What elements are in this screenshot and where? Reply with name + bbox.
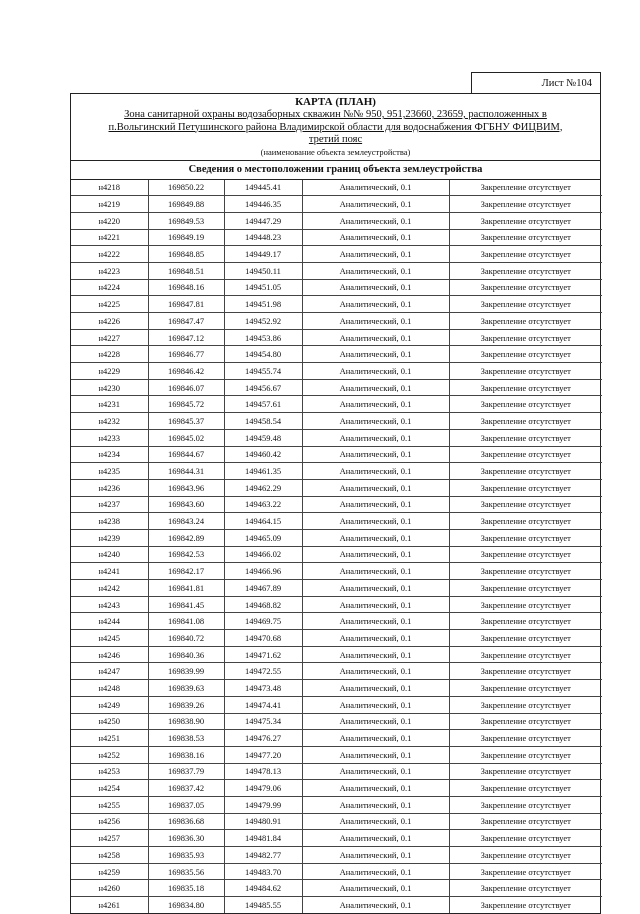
method-accuracy-cell: Аналитический, 0.1	[302, 746, 449, 763]
x-coordinate-cell: 169835.18	[148, 880, 224, 897]
fixing-description-cell: Закрепление отсутствует	[449, 196, 602, 213]
table-row	[71, 763, 602, 780]
point-number-cell: н4239	[71, 529, 148, 546]
fixing-description-cell: Закрепление отсутствует	[449, 746, 602, 763]
method-accuracy-cell: Аналитический, 0.1	[302, 713, 449, 730]
y-coordinate-cell: 149449.17	[224, 246, 302, 263]
y-coordinate-cell: 149469.75	[224, 613, 302, 630]
x-coordinate-cell: 169842.17	[148, 563, 224, 580]
y-coordinate-cell: 149475.34	[224, 713, 302, 730]
method-accuracy-cell: Аналитический, 0.1	[302, 379, 449, 396]
sheet-number: Лист №104	[471, 72, 601, 94]
point-number-cell: н4229	[71, 363, 148, 380]
y-coordinate-cell: 149481.84	[224, 830, 302, 847]
fixing-description-cell: Закрепление отсутствует	[449, 613, 602, 630]
fixing-description-cell: Закрепление отсутствует	[449, 513, 602, 530]
table-row	[71, 446, 602, 463]
x-coordinate-cell: 169843.24	[148, 513, 224, 530]
fixing-description-cell: Закрепление отсутствует	[449, 496, 602, 513]
x-coordinate-cell: 169837.42	[148, 780, 224, 797]
y-coordinate-cell: 149466.96	[224, 563, 302, 580]
x-coordinate-cell: 169838.16	[148, 746, 224, 763]
method-accuracy-cell: Аналитический, 0.1	[302, 429, 449, 446]
x-coordinate-cell: 169849.53	[148, 212, 224, 229]
y-coordinate-cell: 149446.35	[224, 196, 302, 213]
point-number-cell: н4257	[71, 830, 148, 847]
table-row	[71, 880, 602, 897]
method-accuracy-cell: Аналитический, 0.1	[302, 613, 449, 630]
y-coordinate-cell: 149467.89	[224, 580, 302, 597]
x-coordinate-cell: 169846.42	[148, 363, 224, 380]
method-accuracy-cell: Аналитический, 0.1	[302, 246, 449, 263]
table-row	[71, 463, 602, 480]
x-coordinate-cell: 169845.02	[148, 429, 224, 446]
table-row	[71, 646, 602, 663]
method-accuracy-cell: Аналитический, 0.1	[302, 696, 449, 713]
x-coordinate-cell: 169835.56	[148, 863, 224, 880]
method-accuracy-cell: Аналитический, 0.1	[302, 479, 449, 496]
method-accuracy-cell: Аналитический, 0.1	[302, 730, 449, 747]
x-coordinate-cell: 169847.81	[148, 296, 224, 313]
table-row	[71, 246, 602, 263]
point-number-cell: н4226	[71, 313, 148, 330]
x-coordinate-cell: 169834.80	[148, 897, 224, 913]
method-accuracy-cell: Аналитический, 0.1	[302, 580, 449, 597]
coordinates-table	[71, 180, 602, 913]
point-number-cell: н4260	[71, 880, 148, 897]
y-coordinate-cell: 149468.82	[224, 596, 302, 613]
point-number-cell: н4240	[71, 546, 148, 563]
x-coordinate-cell: 169839.99	[148, 663, 224, 680]
x-coordinate-cell: 169845.72	[148, 396, 224, 413]
y-coordinate-cell: 149485.55	[224, 897, 302, 913]
y-coordinate-cell: 149445.41	[224, 180, 302, 196]
table-row	[71, 496, 602, 513]
point-number-cell: н4242	[71, 580, 148, 597]
point-number-cell: н4227	[71, 329, 148, 346]
x-coordinate-cell: 169842.53	[148, 546, 224, 563]
point-number-cell: н4244	[71, 613, 148, 630]
fixing-description-cell: Закрепление отсутствует	[449, 446, 602, 463]
fixing-description-cell: Закрепление отсутствует	[449, 563, 602, 580]
x-coordinate-cell: 169846.77	[148, 346, 224, 363]
point-number-cell: н4245	[71, 630, 148, 647]
y-coordinate-cell: 149480.91	[224, 813, 302, 830]
y-coordinate-cell: 149482.77	[224, 847, 302, 864]
x-coordinate-cell: 169847.47	[148, 313, 224, 330]
method-accuracy-cell: Аналитический, 0.1	[302, 413, 449, 430]
fixing-description-cell: Закрепление отсутствует	[449, 546, 602, 563]
fixing-description-cell: Закрепление отсутствует	[449, 379, 602, 396]
table-row	[71, 563, 602, 580]
method-accuracy-cell: Аналитический, 0.1	[302, 897, 449, 913]
fixing-description-cell: Закрепление отсутствует	[449, 663, 602, 680]
section-title: Сведения о местоположении границ объекта землеустройства	[71, 161, 600, 180]
method-accuracy-cell: Аналитический, 0.1	[302, 863, 449, 880]
y-coordinate-cell: 149454.80	[224, 346, 302, 363]
point-number-cell: н4246	[71, 646, 148, 663]
method-accuracy-cell: Аналитический, 0.1	[302, 596, 449, 613]
fixing-description-cell: Закрепление отсутствует	[449, 730, 602, 747]
point-number-cell: н4238	[71, 513, 148, 530]
point-number-cell: н4251	[71, 730, 148, 747]
method-accuracy-cell: Аналитический, 0.1	[302, 563, 449, 580]
y-coordinate-cell: 149460.42	[224, 446, 302, 463]
x-coordinate-cell: 169835.93	[148, 847, 224, 864]
fixing-description-cell: Закрепление отсутствует	[449, 246, 602, 263]
table-row	[71, 830, 602, 847]
map-title: КАРТА (ПЛАН)	[295, 96, 376, 108]
method-accuracy-cell: Аналитический, 0.1	[302, 329, 449, 346]
point-number-cell: н4259	[71, 863, 148, 880]
table-row	[71, 279, 602, 296]
y-coordinate-cell: 149479.99	[224, 796, 302, 813]
method-accuracy-cell: Аналитический, 0.1	[302, 646, 449, 663]
table-row	[71, 513, 602, 530]
object-name-line-3: третий пояс	[308, 134, 363, 145]
fixing-description-cell: Закрепление отсутствует	[449, 463, 602, 480]
point-number-cell: н4250	[71, 713, 148, 730]
x-coordinate-cell: 169840.36	[148, 646, 224, 663]
fixing-description-cell: Закрепление отсутствует	[449, 847, 602, 864]
table-row	[71, 180, 602, 196]
fixing-description-cell: Закрепление отсутствует	[449, 813, 602, 830]
document-header	[71, 94, 600, 161]
point-number-cell: н4255	[71, 796, 148, 813]
y-coordinate-cell: 149479.06	[224, 780, 302, 797]
fixing-description-cell: Закрепление отсутствует	[449, 296, 602, 313]
table-row	[71, 746, 602, 763]
method-accuracy-cell: Аналитический, 0.1	[302, 663, 449, 680]
point-number-cell: н4253	[71, 763, 148, 780]
point-number-cell: н4222	[71, 246, 148, 263]
fixing-description-cell: Закрепление отсутствует	[449, 696, 602, 713]
method-accuracy-cell: Аналитический, 0.1	[302, 446, 449, 463]
y-coordinate-cell: 149473.48	[224, 680, 302, 697]
object-name-line-2: п.Вольгинский Петушинского района Владимирской области для водоснабжения ФГБНУ ФИЦВИМ,	[108, 121, 563, 133]
point-number-cell: н4252	[71, 746, 148, 763]
point-number-cell: н4261	[71, 897, 148, 913]
table-row	[71, 529, 602, 546]
fixing-description-cell: Закрепление отсутствует	[449, 529, 602, 546]
y-coordinate-cell: 149450.11	[224, 262, 302, 279]
point-number-cell: н4225	[71, 296, 148, 313]
point-number-cell: н4219	[71, 196, 148, 213]
fixing-description-cell: Закрепление отсутствует	[449, 580, 602, 597]
fixing-description-cell: Закрепление отсутствует	[449, 830, 602, 847]
method-accuracy-cell: Аналитический, 0.1	[302, 196, 449, 213]
method-accuracy-cell: Аналитический, 0.1	[302, 529, 449, 546]
x-coordinate-cell: 169843.60	[148, 496, 224, 513]
y-coordinate-cell: 149461.35	[224, 463, 302, 480]
point-number-cell: н4230	[71, 379, 148, 396]
method-accuracy-cell: Аналитический, 0.1	[302, 830, 449, 847]
point-number-cell: н4237	[71, 496, 148, 513]
point-number-cell: н4241	[71, 563, 148, 580]
x-coordinate-cell: 169842.89	[148, 529, 224, 546]
point-number-cell: н4248	[71, 680, 148, 697]
y-coordinate-cell: 149477.20	[224, 746, 302, 763]
fixing-description-cell: Закрепление отсутствует	[449, 346, 602, 363]
point-number-cell: н4221	[71, 229, 148, 246]
table-row	[71, 796, 602, 813]
x-coordinate-cell: 169837.79	[148, 763, 224, 780]
table-row	[71, 329, 602, 346]
y-coordinate-cell: 149458.54	[224, 413, 302, 430]
table-row	[71, 630, 602, 647]
method-accuracy-cell: Аналитический, 0.1	[302, 813, 449, 830]
method-accuracy-cell: Аналитический, 0.1	[302, 313, 449, 330]
method-accuracy-cell: Аналитический, 0.1	[302, 546, 449, 563]
point-number-cell: н4224	[71, 279, 148, 296]
point-number-cell: н4247	[71, 663, 148, 680]
x-coordinate-cell: 169841.81	[148, 580, 224, 597]
y-coordinate-cell: 149448.23	[224, 229, 302, 246]
fixing-description-cell: Закрепление отсутствует	[449, 763, 602, 780]
fixing-description-cell: Закрепление отсутствует	[449, 313, 602, 330]
method-accuracy-cell: Аналитический, 0.1	[302, 463, 449, 480]
table-row	[71, 379, 602, 396]
point-number-cell: н4228	[71, 346, 148, 363]
table-row	[71, 346, 602, 363]
method-accuracy-cell: Аналитический, 0.1	[302, 396, 449, 413]
point-number-cell: н4249	[71, 696, 148, 713]
method-accuracy-cell: Аналитический, 0.1	[302, 212, 449, 229]
fixing-description-cell: Закрепление отсутствует	[449, 646, 602, 663]
y-coordinate-cell: 149463.22	[224, 496, 302, 513]
method-accuracy-cell: Аналитический, 0.1	[302, 880, 449, 897]
point-number-cell: н4254	[71, 780, 148, 797]
fixing-description-cell: Закрепление отсутствует	[449, 780, 602, 797]
x-coordinate-cell: 169850.22	[148, 180, 224, 196]
table-row	[71, 863, 602, 880]
fixing-description-cell: Закрепление отсутствует	[449, 897, 602, 913]
point-number-cell: н4220	[71, 212, 148, 229]
table-row	[71, 479, 602, 496]
x-coordinate-cell: 169843.96	[148, 479, 224, 496]
x-coordinate-cell: 169840.72	[148, 630, 224, 647]
table-row	[71, 730, 602, 747]
method-accuracy-cell: Аналитический, 0.1	[302, 296, 449, 313]
y-coordinate-cell: 149452.92	[224, 313, 302, 330]
fixing-description-cell: Закрепление отсутствует	[449, 262, 602, 279]
y-coordinate-cell: 149457.61	[224, 396, 302, 413]
y-coordinate-cell: 149451.98	[224, 296, 302, 313]
fixing-description-cell: Закрепление отсутствует	[449, 413, 602, 430]
method-accuracy-cell: Аналитический, 0.1	[302, 796, 449, 813]
point-number-cell: н4258	[71, 847, 148, 864]
x-coordinate-cell: 169838.53	[148, 730, 224, 747]
point-number-cell: н4231	[71, 396, 148, 413]
fixing-description-cell: Закрепление отсутствует	[449, 713, 602, 730]
point-number-cell: н4256	[71, 813, 148, 830]
method-accuracy-cell: Аналитический, 0.1	[302, 496, 449, 513]
method-accuracy-cell: Аналитический, 0.1	[302, 180, 449, 196]
point-number-cell: н4218	[71, 180, 148, 196]
table-row	[71, 262, 602, 279]
point-number-cell: н4232	[71, 413, 148, 430]
table-row	[71, 663, 602, 680]
x-coordinate-cell: 169837.05	[148, 796, 224, 813]
y-coordinate-cell: 149447.29	[224, 212, 302, 229]
table-row	[71, 229, 602, 246]
y-coordinate-cell: 149478.13	[224, 763, 302, 780]
y-coordinate-cell: 149459.48	[224, 429, 302, 446]
table-row	[71, 296, 602, 313]
table-row	[71, 696, 602, 713]
x-coordinate-cell: 169848.16	[148, 279, 224, 296]
x-coordinate-cell: 169849.19	[148, 229, 224, 246]
table-row	[71, 596, 602, 613]
table-row	[71, 546, 602, 563]
method-accuracy-cell: Аналитический, 0.1	[302, 279, 449, 296]
x-coordinate-cell: 169838.90	[148, 713, 224, 730]
table-row	[71, 196, 602, 213]
x-coordinate-cell: 169836.30	[148, 830, 224, 847]
method-accuracy-cell: Аналитический, 0.1	[302, 847, 449, 864]
fixing-description-cell: Закрепление отсутствует	[449, 229, 602, 246]
x-coordinate-cell: 169848.85	[148, 246, 224, 263]
x-coordinate-cell: 169841.45	[148, 596, 224, 613]
method-accuracy-cell: Аналитический, 0.1	[302, 780, 449, 797]
x-coordinate-cell: 169844.31	[148, 463, 224, 480]
table-row	[71, 580, 602, 597]
y-coordinate-cell: 149476.27	[224, 730, 302, 747]
point-number-cell: н4233	[71, 429, 148, 446]
fixing-description-cell: Закрепление отсутствует	[449, 880, 602, 897]
method-accuracy-cell: Аналитический, 0.1	[302, 763, 449, 780]
fixing-description-cell: Закрепление отсутствует	[449, 429, 602, 446]
x-coordinate-cell: 169839.26	[148, 696, 224, 713]
x-coordinate-cell: 169844.67	[148, 446, 224, 463]
x-coordinate-cell: 169849.88	[148, 196, 224, 213]
table-row	[71, 680, 602, 697]
y-coordinate-cell: 149465.09	[224, 529, 302, 546]
fixing-description-cell: Закрепление отсутствует	[449, 596, 602, 613]
table-row	[71, 813, 602, 830]
table-row	[71, 396, 602, 413]
table-row	[71, 363, 602, 380]
fixing-description-cell: Закрепление отсутствует	[449, 329, 602, 346]
y-coordinate-cell: 149470.68	[224, 630, 302, 647]
table-row	[71, 847, 602, 864]
fixing-description-cell: Закрепление отсутствует	[449, 279, 602, 296]
fixing-description-cell: Закрепление отсутствует	[449, 180, 602, 196]
y-coordinate-cell: 149484.62	[224, 880, 302, 897]
fixing-description-cell: Закрепление отсутствует	[449, 479, 602, 496]
x-coordinate-cell: 169846.07	[148, 379, 224, 396]
y-coordinate-cell: 149466.02	[224, 546, 302, 563]
fixing-description-cell: Закрепление отсутствует	[449, 630, 602, 647]
object-name-caption: (наименование объекта землеустройства)	[260, 146, 411, 157]
table-row	[71, 212, 602, 229]
fixing-description-cell: Закрепление отсутствует	[449, 396, 602, 413]
y-coordinate-cell: 149483.70	[224, 863, 302, 880]
table-row	[71, 313, 602, 330]
method-accuracy-cell: Аналитический, 0.1	[302, 346, 449, 363]
point-number-cell: н4236	[71, 479, 148, 496]
method-accuracy-cell: Аналитический, 0.1	[302, 262, 449, 279]
method-accuracy-cell: Аналитический, 0.1	[302, 513, 449, 530]
y-coordinate-cell: 149462.29	[224, 479, 302, 496]
fixing-description-cell: Закрепление отсутствует	[449, 863, 602, 880]
x-coordinate-cell: 169836.68	[148, 813, 224, 830]
method-accuracy-cell: Аналитический, 0.1	[302, 630, 449, 647]
x-coordinate-cell: 169839.63	[148, 680, 224, 697]
table-row	[71, 780, 602, 797]
method-accuracy-cell: Аналитический, 0.1	[302, 229, 449, 246]
point-number-cell: н4243	[71, 596, 148, 613]
document-frame	[70, 93, 601, 914]
y-coordinate-cell: 149451.05	[224, 279, 302, 296]
y-coordinate-cell: 149464.15	[224, 513, 302, 530]
table-row	[71, 613, 602, 630]
fixing-description-cell: Закрепление отсутствует	[449, 363, 602, 380]
table-row	[71, 429, 602, 446]
fixing-description-cell: Закрепление отсутствует	[449, 796, 602, 813]
point-number-cell: н4234	[71, 446, 148, 463]
y-coordinate-cell: 149455.74	[224, 363, 302, 380]
x-coordinate-cell: 169848.51	[148, 262, 224, 279]
y-coordinate-cell: 149474.41	[224, 696, 302, 713]
method-accuracy-cell: Аналитический, 0.1	[302, 363, 449, 380]
method-accuracy-cell: Аналитический, 0.1	[302, 680, 449, 697]
point-number-cell: н4235	[71, 463, 148, 480]
fixing-description-cell: Закрепление отсутствует	[449, 680, 602, 697]
table-row	[71, 413, 602, 430]
x-coordinate-cell: 169841.08	[148, 613, 224, 630]
fixing-description-cell: Закрепление отсутствует	[449, 212, 602, 229]
x-coordinate-cell: 169845.37	[148, 413, 224, 430]
y-coordinate-cell: 149453.86	[224, 329, 302, 346]
table-row	[71, 713, 602, 730]
y-coordinate-cell: 149471.62	[224, 646, 302, 663]
y-coordinate-cell: 149456.67	[224, 379, 302, 396]
point-number-cell: н4223	[71, 262, 148, 279]
object-name-line-1: Зона санитарной охраны водозаборных скважин №№ 950, 951,23660, 23659, расположенных в	[124, 109, 547, 120]
x-coordinate-cell: 169847.12	[148, 329, 224, 346]
y-coordinate-cell: 149472.55	[224, 663, 302, 680]
